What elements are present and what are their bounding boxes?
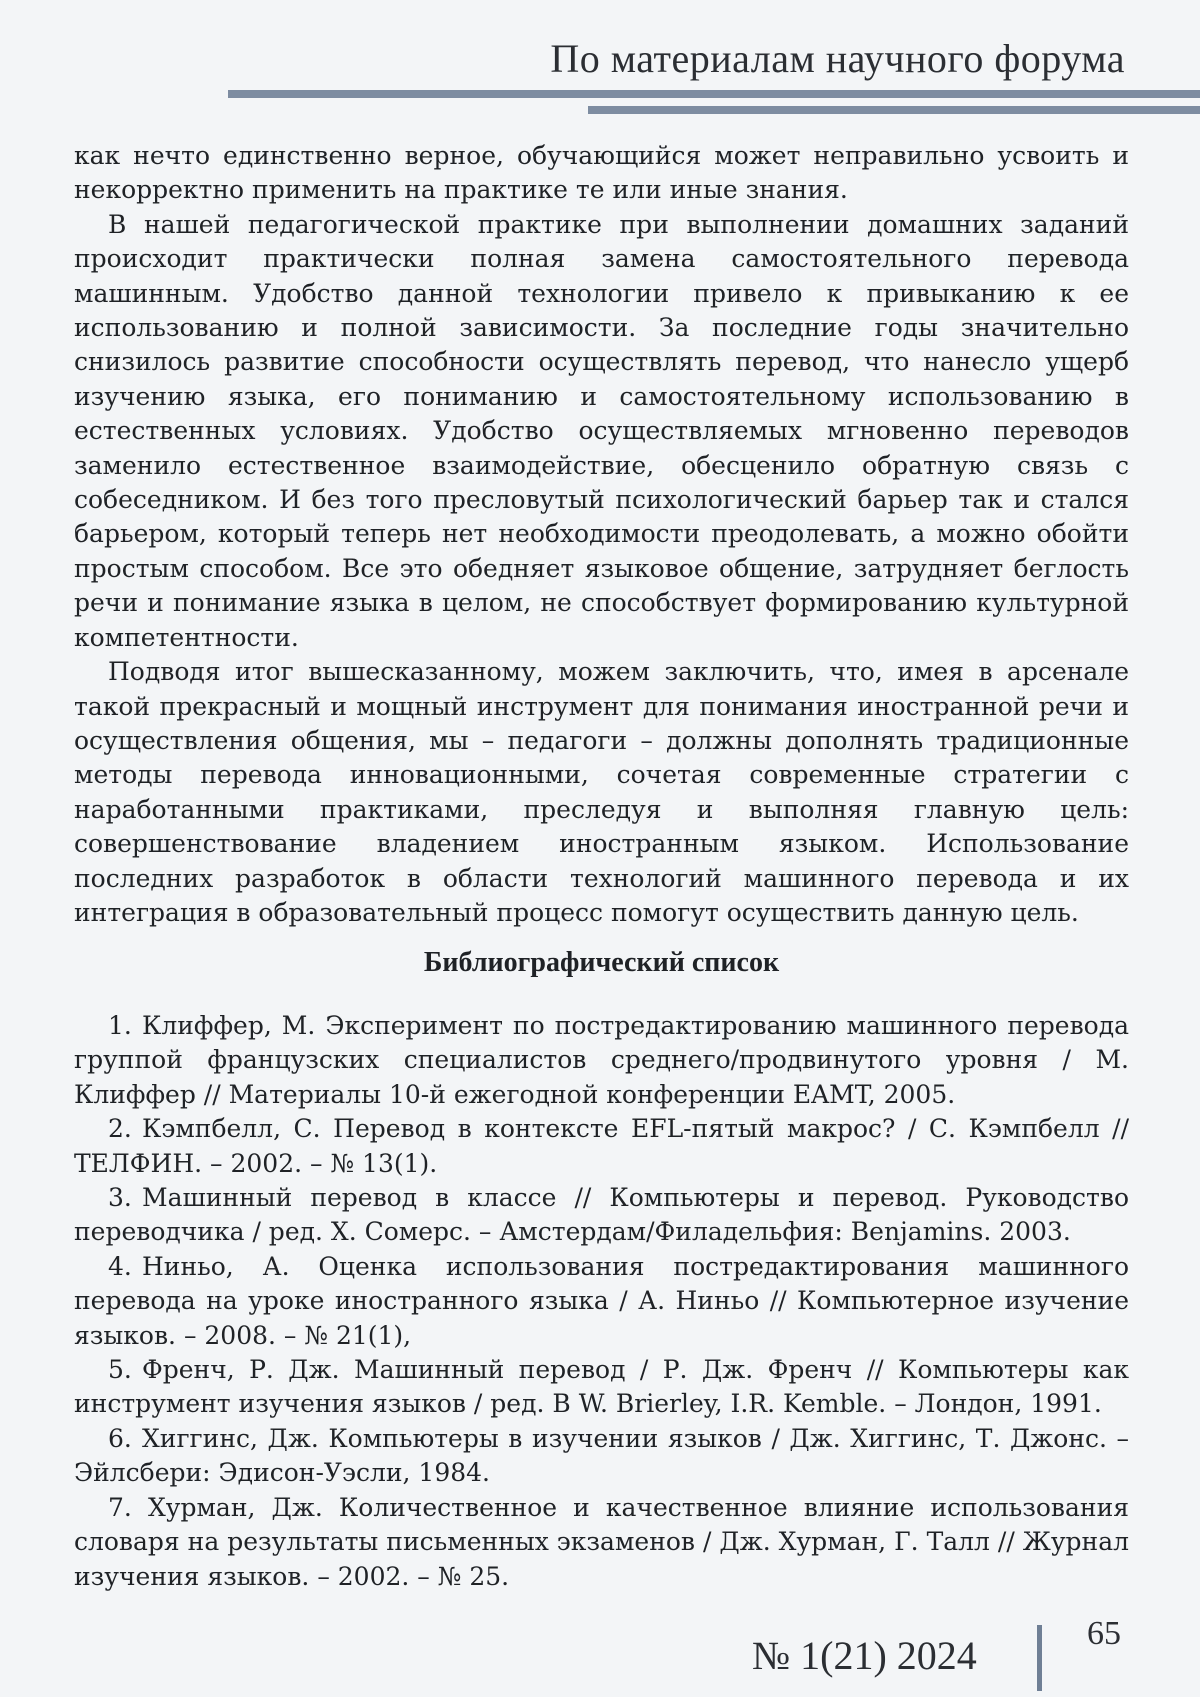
bibliography-item-number: 2.	[108, 1112, 142, 1146]
bibliography-item	[74, 1353, 1129, 1422]
bibliography-item	[74, 1009, 1129, 1112]
body-paragraph: Подводя итог вышесказанному, можем заключить, что, имея в арсенале такой прекрасный и мощный инструмент для понимания иностранной речи и осуществления общения, мы – педагоги – должны дополнять традиционные методы перевода инновационными, сочетая современные стратегии с наработанными практиками, преследуя и выполняя главную цель: совершенствование владением иностранным языком. Использование последних разработок в области технологий машинного перевода и их интеграция в образовательный процесс помогут осуществить данную цель.	[74, 655, 1129, 930]
header-rule-top	[228, 90, 1200, 98]
header-rule-bottom	[588, 106, 1200, 114]
bibliography-item	[74, 1422, 1129, 1491]
bibliography-list	[74, 1009, 1129, 1594]
bibliography-item	[74, 1181, 1129, 1250]
bibliography-item-text: Ниньо, А. Оценка использования постредактирования машинного перевода на уроке иностранного языка / А. Ниньо // Компьютерное изучение языков. – 2008. – № 21(1),	[74, 1252, 1129, 1350]
bibliography-item-number: 4.	[108, 1250, 142, 1284]
bibliography-item-text: Клиффер, М. Эксперимент по постредактированию машинного перевода группой французских специалистов среднего/продвинутого уровня / М. Клиффер // Материалы 10-й ежегодной конференции EAMT, 2005.	[74, 1011, 1129, 1109]
body-paragraph: В нашей педагогической практике при выполнении домашних заданий происходит практически полная замена самостоятельного перевода машинным. Удобство данной технологии привело к привыканию к ее использованию и полной зависимости. За последние годы значительно снизилось развитие способности осуществлять перевод, что нанесло ущерб изучению языка, его пониманию и самостоятельному использованию в естественных условиях. Удобство осуществляемых мгновенно переводов заменило естественное взаимодействие, обесценило обратную связь с собеседником. И без того пресловутый психологический барьер так и стался барьером, который теперь нет необходимости преодолевать, а можно обойти простым способом. Все это обедняет языковое общение, затрудняет беглость речи и понимание языка в целом, не способствует формированию культурной компетентности.	[74, 208, 1129, 655]
bibliography-item-text: Машинный перевод в классе // Компьютеры и перевод. Руководство переводчика / ред. Х. Сомерс. – Амстердам/Филадельфия: Benjamins. 2003.	[74, 1183, 1129, 1246]
bibliography-item-text: Френч, Р. Дж. Машинный перевод / Р. Дж. Френч // Компьютеры как инструмент изучения языков / ред. B W. Brierley, I.R. Kemble. – Лондон, 1991.	[74, 1355, 1129, 1418]
bibliography-item	[74, 1250, 1129, 1353]
page-number: 65	[1087, 1615, 1121, 1653]
bibliography-item-number: 6.	[108, 1422, 142, 1456]
bibliography-item-number: 1.	[108, 1009, 142, 1043]
bibliography-item-number: 5.	[108, 1353, 142, 1387]
body-paragraph: как нечто единственно верное, обучающийся может неправильно усвоить и некорректно применить на практике те или иные знания.	[74, 139, 1129, 208]
bibliography-item-text: Кэмпбелл, С. Перевод в контексте EFL-пятый макрос? / С. Кэмпбелл // ТЕЛФИН. – 2002. – № 13(1).	[74, 1114, 1129, 1177]
bibliography-item-text: Хурман, Дж. Количественное и качественное влияние использования словаря на результаты письменных экзаменов / Дж. Хурман, Г. Талл // Журнал изучения языков. – 2002. – № 25.	[74, 1493, 1129, 1591]
footer-divider	[1037, 1625, 1042, 1691]
bibliography-item-number: 7.	[108, 1493, 132, 1522]
bibliography-item	[74, 1491, 1129, 1594]
bibliography-item-text: Хиггинс, Дж. Компьютеры в изучении языков / Дж. Хиггинс, Т. Джонс. – Эйлсбери: Эдисон-Уэсли, 1984.	[74, 1424, 1129, 1487]
bibliography-item	[74, 1112, 1129, 1181]
journal-issue: № 1(21) 2024	[752, 1632, 977, 1679]
running-header-title: По материалам научного форума	[550, 35, 1125, 82]
bibliography-heading: Библиографический список	[74, 947, 1129, 979]
bibliography-item-number: 3.	[108, 1181, 142, 1215]
article-body	[74, 139, 1129, 930]
